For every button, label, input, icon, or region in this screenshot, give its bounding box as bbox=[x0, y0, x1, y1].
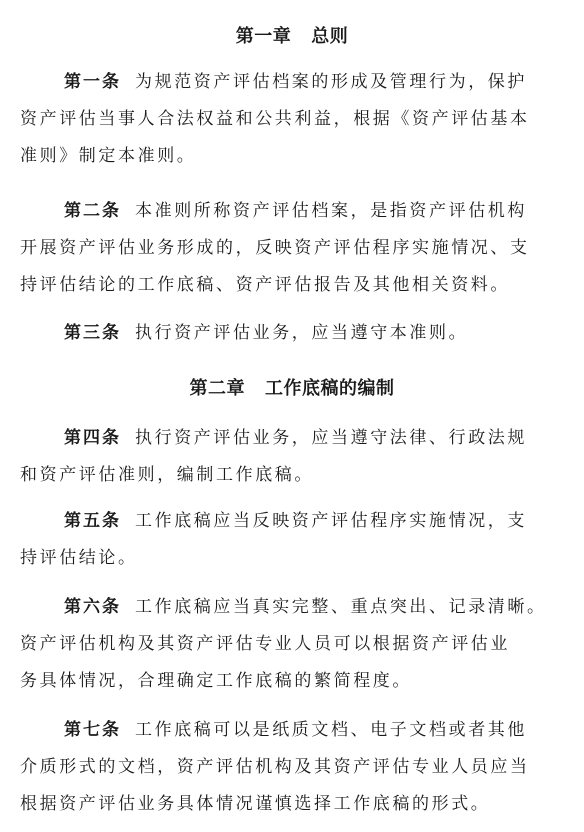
article-text-line: 工作底稿可以是纸质文档、电子文档或者其他 bbox=[135, 720, 527, 740]
article-text-line: 工作底稿应当真实完整、重点突出、记录清晰。 bbox=[135, 597, 547, 617]
article-1 bbox=[20, 64, 576, 175]
article-label: 第七条 bbox=[64, 720, 121, 740]
article-text-line: 为规范资产评估档案的形成及管理行为，保护 bbox=[135, 72, 527, 92]
article-label: 第五条 bbox=[64, 511, 121, 531]
article-3 bbox=[20, 315, 576, 352]
article-text-line: 根据资产评估业务具体情况谨慎选择工作底稿的形式。 bbox=[20, 794, 491, 814]
article-label: 第三条 bbox=[64, 323, 121, 343]
chapter-number: 第一章 bbox=[235, 26, 292, 47]
article-label: 第一条 bbox=[64, 72, 121, 92]
article-text-line: 务具体情况，合理确定工作底稿的繁简程度。 bbox=[20, 671, 412, 691]
article-7 bbox=[20, 712, 576, 823]
article-text-line: 执行资产评估业务，应当遵守本准则。 bbox=[135, 323, 469, 343]
article-text-line: 资产评估当事人合法权益和公共利益，根据《资产评估基本 bbox=[20, 109, 530, 129]
article-label: 第四条 bbox=[64, 428, 121, 448]
article-text-line: 持评估结论。 bbox=[20, 548, 138, 568]
article-text-line: 开展资产评估业务形成的，反映资产评估程序实施情况、支 bbox=[20, 238, 530, 258]
article-text-line: 介质形式的文档，资产评估机构及其资产评估专业人员应当 bbox=[20, 757, 530, 777]
article-text-line: 准则》制定本准则。 bbox=[20, 146, 197, 166]
article-2 bbox=[20, 193, 576, 304]
article-6 bbox=[20, 589, 576, 700]
chapter-number: 第二章 bbox=[189, 378, 245, 399]
article-text-line: 持评估结论的工作底稿、资产评估报告及其他相关资料。 bbox=[20, 275, 510, 295]
article-text-line: 本准则所称资产评估档案，是指资产评估机构 bbox=[135, 201, 527, 221]
chapter-heading-1 bbox=[0, 22, 584, 48]
article-text-line: 执行资产评估业务，应当遵守法律、行政法规 bbox=[135, 428, 527, 448]
chapter-title: 总则 bbox=[311, 26, 349, 47]
article-5 bbox=[20, 503, 576, 577]
article-text-line: 和资产评估准则，编制工作底稿。 bbox=[20, 465, 314, 485]
article-4 bbox=[20, 420, 576, 494]
article-label: 第二条 bbox=[64, 201, 121, 221]
article-text-line: 资产评估机构及其资产评估专业人员可以根据资产评估业 bbox=[20, 634, 510, 654]
article-label: 第六条 bbox=[64, 597, 121, 617]
chapter-heading-2 bbox=[0, 374, 584, 400]
chapter-title: 工作底稿的编制 bbox=[265, 378, 395, 399]
article-text-line: 工作底稿应当反映资产评估程序实施情况，支 bbox=[135, 511, 527, 531]
